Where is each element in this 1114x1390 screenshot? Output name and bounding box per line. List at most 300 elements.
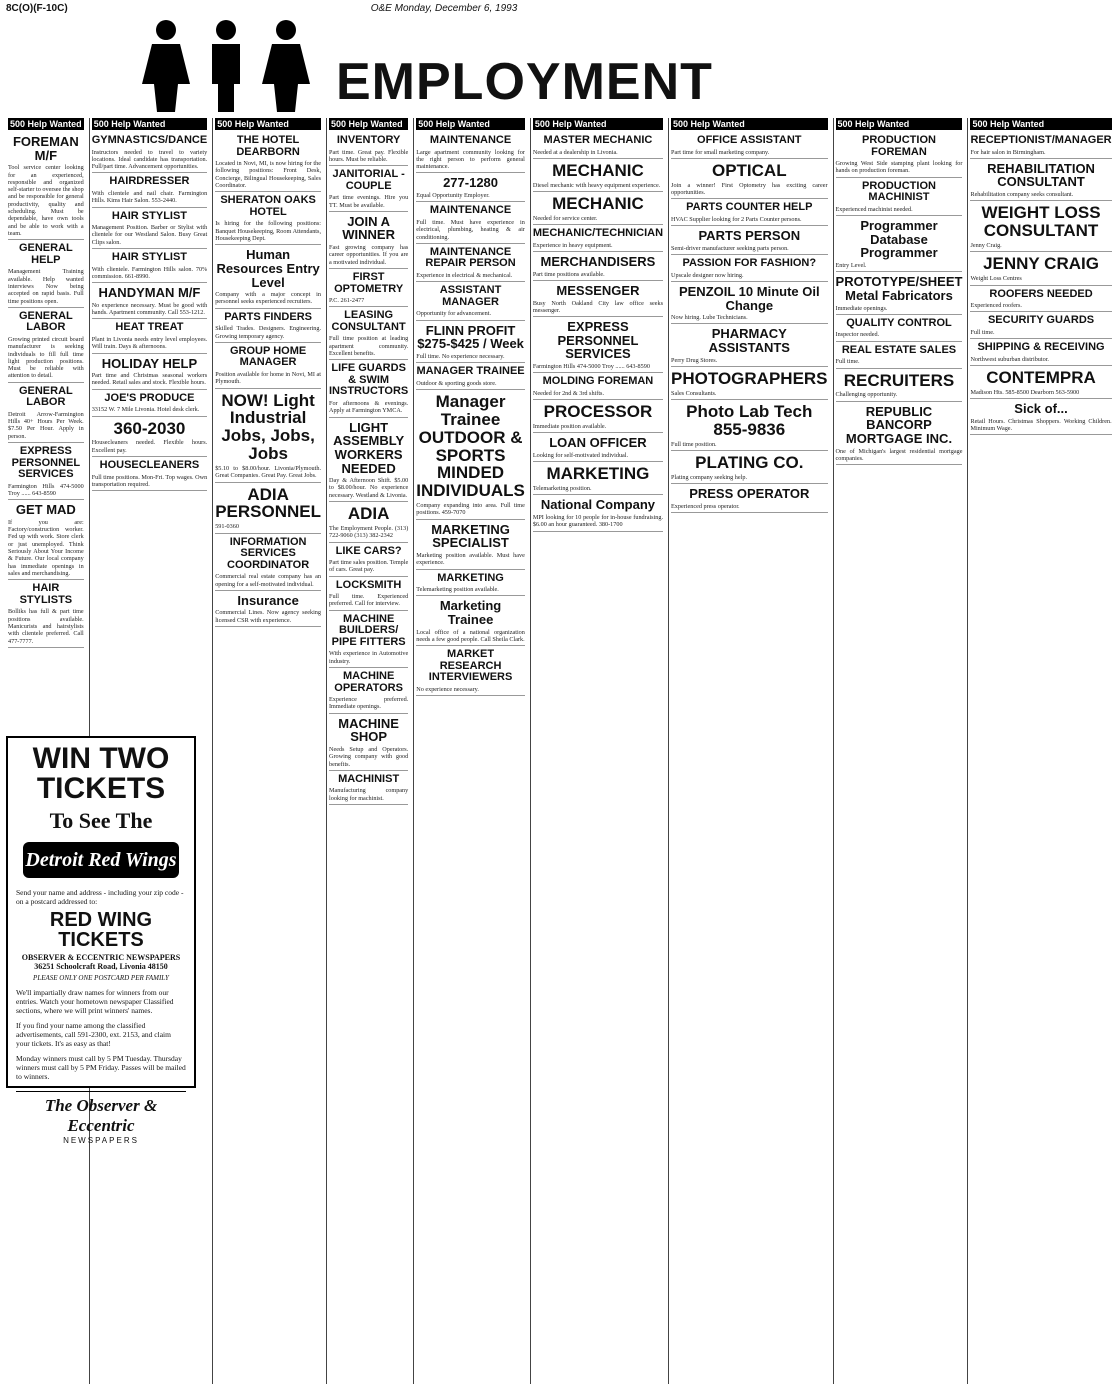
ad-headline: National Company — [540, 497, 655, 513]
ad-headline: MARKETING — [437, 571, 504, 584]
ad-body-text: Sales Consultants. — [671, 389, 717, 397]
classified-ad — [329, 212, 408, 269]
ad-body-text: 33152 W. 7 Mile Livonia. Hotel desk clerk. — [91, 406, 200, 414]
ad-body-text: Part time. Great pay. Flexible hours. Must be reliable. — [329, 148, 409, 163]
ad-headline: LIGHT ASSEMBLY WORKERS NEEDED — [333, 419, 405, 476]
classified-ad — [215, 343, 321, 389]
column-heading: 500 Help Wanted — [10, 119, 82, 129]
ad-headline: NOW! Light Industrial Jobs, Jobs, Jobs — [221, 390, 315, 464]
red-wings-logo-icon — [21, 838, 181, 882]
classified-ad — [416, 363, 525, 390]
classified-ad — [533, 400, 663, 433]
classified-ad — [92, 319, 208, 353]
ad-body-text: Manufacturing company looking for machinist. — [329, 787, 409, 802]
ad-body-text: Experienced roofers. — [970, 302, 1022, 310]
ad-body-text: Management Training available. Help wanted interviews Now being accepted on rapid basis. Full time positions open. — [8, 268, 84, 305]
classified-ad — [329, 611, 408, 668]
ad-headline: MANAGER TRAINEE — [416, 365, 525, 378]
ad-headline: HOUSECLEANERS — [99, 459, 200, 472]
classified-ad — [329, 714, 408, 771]
ad-headline: ROOFERS NEEDED — [989, 287, 1093, 300]
ad-body-text: Jenny Craig. — [970, 242, 1002, 250]
ad-body-text: Part time evenings. Hire you TT. Must be available. — [329, 194, 409, 209]
classified-ad — [533, 159, 663, 192]
column-7 — [668, 118, 830, 1384]
classified-ad — [836, 369, 963, 402]
classified-ad — [92, 417, 208, 457]
promo-rule-4: Monday winners must call by 5 PM Tuesday. Thursday winners must call by 5 PM Friday. Passes will be mailed to winners. — [16, 1054, 186, 1081]
ad-headline: JOIN A WINNER — [342, 213, 395, 243]
ad-headline: PENZOIL 10 Minute Oil Change — [678, 283, 820, 313]
classified-ad — [836, 178, 963, 216]
ad-body-text: One of Michigan's largest residential mortgage companies. — [835, 447, 963, 462]
ad-body-text: Immediate openings. — [835, 304, 888, 312]
ad-body-text: Part time positions available. — [532, 270, 605, 278]
classified-ad — [329, 269, 408, 307]
column-heading: 500 Help Wanted — [671, 118, 828, 130]
classified-ad — [416, 321, 525, 364]
ad-headline: HAIR STYLISTS — [19, 582, 73, 606]
section-banner — [6, 16, 882, 114]
ad-body-text: Farmington Hills 474-5000 Troy ...... 643-8590 — [532, 363, 650, 371]
ad-body-text: Needed for service center. — [532, 214, 598, 222]
classified-ad — [92, 132, 208, 173]
ad-headline: MAINTENANCE — [429, 204, 512, 217]
classified-ad — [92, 208, 208, 249]
ad-headline: GENERAL HELP — [18, 242, 73, 266]
ad-headline: MECHANIC/TECHNICIAN — [532, 227, 664, 240]
column-heading: 500 Help Wanted — [416, 118, 525, 130]
classified-ad — [836, 216, 963, 272]
classified-ad — [215, 245, 321, 309]
ad-body-text: Bolliks has full & part time positions available. Manicurists and hairstylists with clientele preferred. Call 477-7777. — [8, 608, 84, 645]
classified-ad — [533, 373, 663, 400]
ad-body-text: With clientele. Farmington Hills salon. 70% commission. 661-8990. — [91, 265, 208, 280]
ad-headline: MECHANIC — [552, 160, 644, 180]
classified-ad — [533, 495, 663, 531]
ad-body-text: Plant in Livonia needs entry level employees. Will train. Days & afternoons. — [91, 335, 208, 351]
classified-ad — [533, 317, 663, 373]
column-heading: 500 Help Wanted — [836, 118, 963, 130]
classified-ad — [533, 192, 663, 225]
classified-ad — [671, 199, 828, 226]
ad-headline: OFFICE ASSISTANT — [697, 134, 802, 146]
ad-headline: SHERATON OAKS HOTEL — [220, 194, 316, 218]
ad-body-text: Semi-driver manufacturer seeking parts person. — [671, 244, 789, 252]
newspaper-label: NEWSPAPERS — [63, 1136, 139, 1145]
classified-ad — [533, 281, 663, 317]
ad-headline: HANDYMAN M/F — [98, 285, 201, 301]
ad-headline: PRODUCTION MACHINIST — [862, 179, 936, 204]
classified-ad — [215, 483, 321, 534]
classified-ad — [836, 315, 963, 342]
column-6 — [530, 118, 665, 1384]
ad-headline: MERCHANDISERS — [540, 253, 656, 269]
classified-ad — [836, 132, 963, 178]
ad-body-text: Skilled Trades. Designers. Engineering. Growing temporary agency. — [215, 325, 321, 340]
ad-headline: MASTER MECHANIC — [543, 134, 653, 146]
classified-ad — [671, 282, 828, 325]
classified-ad — [533, 433, 663, 462]
ad-headline: MACHINE BUILDERS/ PIPE FITTERS — [331, 612, 406, 648]
ad-body-text: Growing West Side stamping plant looking for hands on production foreman. — [835, 160, 963, 175]
classified-ad — [215, 591, 321, 627]
banner-title: EMPLOYMENT — [336, 53, 713, 111]
promo-rule-2: We'll impartially draw names for winners from our entries. Watch your hometown newspaper Classified sections, where we will print winners' names. — [16, 988, 174, 1015]
ad-body-text: Opportunity for advancement. — [416, 310, 491, 318]
classified-ad — [970, 201, 1111, 252]
ad-body-text: Growing printed circuit board manufacturer is seeking individuals to fill full time light production positions. Must be reliable with attention to detail. — [8, 335, 84, 380]
promo-note: PLEASE ONLY ONE POSTCARD PER FAMILY — [33, 974, 169, 982]
classified-ad — [329, 668, 408, 714]
ad-headline: PRESS OPERATOR — [689, 486, 810, 502]
ad-body-text: Part time for small marketing company. — [671, 148, 770, 156]
classified-ad — [8, 240, 84, 308]
ad-body-text: Farmington Hills 474-5000 Troy ...... 643-8590 — [8, 482, 84, 497]
ad-headline: MOLDING FOREMAN — [542, 375, 654, 388]
ad-body-text: Instructors needed to travel to variety locations. Ideal candidate has transportation. Full/part time. Advancement opportunities. — [91, 148, 208, 171]
ad-body-text: Housecleaners needed. Flexible hours. Excellent pay. — [91, 439, 208, 454]
ad-headline: MACHINE OPERATORS — [334, 670, 403, 694]
classified-ad — [8, 132, 84, 240]
ad-headline: RECRUITERS — [843, 370, 955, 390]
classified-ad — [215, 389, 321, 483]
column-heading: 500 Help Wanted — [329, 118, 408, 130]
classified-ad — [329, 502, 408, 542]
classified-ad — [970, 132, 1111, 159]
ad-headline: HEAT TREAT — [115, 321, 184, 334]
column-heading: 500 Help Wanted — [533, 118, 663, 130]
ad-headline: GET MAD — [15, 502, 76, 518]
ad-body-text: Entry Level. — [835, 262, 867, 269]
ad-body-text: Now hiring. Lube Technicians. — [671, 314, 748, 322]
ad-headline: JANITORIAL - COUPLE — [332, 168, 405, 192]
ad-headline: WEIGHT LOSS CONSULTANT — [981, 203, 1101, 241]
ad-headline: QUALITY CONTROL — [846, 316, 952, 329]
ad-headline: MECHANIC — [552, 193, 644, 213]
ad-headline: FOREMAN M/F — [12, 134, 79, 163]
ad-body-text: Experience in electrical & mechanical. — [416, 271, 513, 279]
ad-body-text: Full time. Must have experience in electrical, plumbing, heating & air conditioning. — [416, 218, 525, 241]
ad-body-text: Full time. — [970, 328, 995, 336]
ad-headline: LOCKSMITH — [335, 578, 402, 591]
classified-ad — [416, 596, 525, 646]
ad-body-text: Telemarketing position. — [532, 485, 592, 493]
ad-body-text: Full time position at leading apartment community. Excellent benefits. — [329, 335, 409, 358]
ad-headline: 360-2030 — [113, 418, 186, 438]
ad-headline: LIFE GUARDS & SWIM INSTRUCTORS — [329, 362, 409, 398]
ad-headline: PHOTOGRAPHERS — [671, 369, 828, 389]
ad-headline: Human Resources Entry Level — [216, 247, 320, 290]
classified-ad — [533, 462, 663, 495]
ad-headline: EXPRESS PERSONNEL SERVICES — [11, 444, 81, 481]
figures-illustration-icon — [126, 16, 326, 114]
classified-ad — [416, 282, 525, 320]
promo-rule-3: If you find your name among the classified advertisements, call 591-2300, ext. 2153, and claim your tickets. It's as easy as that! — [16, 1021, 171, 1048]
classified-ad — [92, 249, 208, 283]
classified-ad — [970, 252, 1111, 285]
ad-headline: LIKE CARS? — [335, 544, 402, 557]
classified-ad — [671, 367, 828, 400]
ad-headline: 277-1280 — [443, 175, 499, 191]
ad-body-text: Tool service center looking for an experienced, responsible and organized self-starter to oversee the shop and be responsible for general productivity, quality and scheduling. Must be dependable, have own tools and be able to work with a team. — [8, 164, 84, 237]
ad-headline: EXPRESS PERSONNEL SERVICES — [557, 319, 639, 362]
classified-ad — [329, 577, 408, 611]
ad-headline: MAINTENANCE REPAIR PERSON — [425, 245, 516, 270]
column-4 — [326, 118, 410, 1384]
classified-ad — [671, 226, 828, 255]
ad-headline: LEASING CONSULTANT — [331, 309, 406, 333]
classified-ad — [329, 132, 408, 166]
ad-body-text: Commercial Lines. Now agency seeking licensed CSR with experience. — [215, 609, 321, 624]
ad-body-text: Rehabilitation company seeks consultant. — [970, 191, 1074, 199]
classified-ad — [970, 339, 1111, 366]
classified-ad — [671, 132, 828, 159]
ad-body-text: No experience necessary. Must be good with hands. Apartment community. Call 553-1212. — [91, 301, 208, 317]
classified-ad — [92, 173, 208, 207]
classified-ad — [533, 252, 663, 281]
promo-team-name: Detroit Red Wings — [25, 849, 177, 871]
ad-body-text: Experience in heavy equipment. — [532, 241, 613, 249]
ad-body-text: Full time. — [835, 358, 860, 366]
promo-headline: WIN TWO TICKETS — [32, 742, 170, 805]
ad-headline: Photo Lab Tech 855-9836 — [686, 402, 813, 440]
ad-headline: MARKET RESEARCH INTERVIEWERS — [428, 648, 513, 684]
classified-ad — [416, 390, 525, 520]
promo-rule-1: Send your name and address - including your zip code - on a postcard addressed to: — [16, 888, 184, 906]
ad-body-text: Is hiring for the following positions: Banquet Housekeeping, Room Attendants, Housekeeping Dept. — [215, 220, 321, 242]
ad-headline: GROUP HOME MANAGER — [230, 344, 307, 369]
ad-body-text: Busy North Oakland City law office seeks messenger. — [532, 299, 664, 314]
ad-headline: PROTOTYPE/SHEET Metal Fabricators — [835, 274, 963, 303]
ad-headline: Marketing Trainee — [439, 598, 502, 628]
classified-ad — [533, 225, 663, 252]
ad-body-text: Weight Loss Centres — [970, 275, 1022, 283]
ad-headline: Insurance — [237, 592, 299, 608]
ad-headline: HAIR STYLIST — [111, 209, 188, 222]
classified-ad — [671, 159, 828, 199]
column-1 — [6, 118, 86, 730]
ad-headline: PARTS PERSON — [698, 228, 801, 244]
ad-headline: PARTS COUNTER HELP — [686, 201, 813, 214]
page-folio — [6, 3, 882, 17]
ad-headline: PROCESSOR — [543, 402, 653, 422]
classified-ad — [416, 202, 525, 243]
ad-body-text: Full time. No experience necessary. — [416, 352, 505, 360]
ad-headline: OPTICAL — [711, 160, 787, 180]
ad-body-text: P.C. 261-2477 — [329, 297, 365, 305]
classified-ad — [671, 324, 828, 367]
ad-headline: MARKETING — [546, 464, 650, 484]
ad-body-text: Experienced press operator. — [671, 502, 740, 510]
ad-headline: THE HOTEL DEARBORN — [236, 134, 300, 158]
ad-body-text: Large apartment community looking for the right person to perform general maintenance. — [416, 148, 525, 171]
ad-body-text: Located in Novi, MI, is now hiring for the following positions: Front Desk, Concierge, Bilingual Housekeeping, Sales Coordinator. — [215, 160, 321, 189]
ad-body-text: No experience necessary. — [416, 685, 479, 693]
promo-subhead: To See The — [49, 808, 153, 833]
ad-headline: INVENTORY — [336, 134, 401, 146]
classified-ad — [970, 286, 1111, 313]
ad-body-text: If you are: Factory/construction worker. Fed up with work. Store clerk or just unemployed. Think Seriously About Your Income & Future. Our local company has immediate openings in sales and merchandising. — [8, 518, 84, 577]
ad-body-text: Telemarketing position available. — [416, 586, 499, 594]
classified-ad — [416, 570, 525, 597]
ad-body-text: For hair salon in Birmingham. — [970, 148, 1046, 156]
classified-ad — [329, 543, 408, 577]
ad-body-text: Northwest suburban distributor. — [970, 355, 1049, 363]
ad-headline: SECURITY GUARDS — [987, 314, 1095, 327]
classified-ad — [92, 390, 208, 417]
ad-body-text: Part time sales position. Temple of cars. Great pay. — [329, 559, 409, 574]
ad-body-text: Detroit Arrow-Farmington Hills 40+ Hours Per Week. $7.50 Per Hour. Apply in person. — [8, 410, 84, 440]
ad-headline: ADIA — [347, 504, 390, 524]
classified-ad — [215, 309, 321, 343]
classified-ad — [416, 132, 525, 173]
ad-body-text: Part time and Christmas seasonal workers needed. Retail sales and stock. Flexible hours. — [91, 372, 208, 387]
ad-headline: FLINN PROFIT $275-$425 / Week — [417, 322, 524, 352]
ad-headline: MESSENGER — [556, 282, 640, 298]
ad-body-text: With experience in Automotive industry. — [329, 650, 409, 665]
ad-headline: HAIR STYLIST — [111, 251, 188, 264]
classified-ad — [836, 272, 963, 315]
column-heading: 500 Help Wanted — [970, 118, 1111, 130]
ad-headline: GENERAL LABOR — [18, 384, 73, 409]
classified-ad — [836, 342, 963, 369]
ad-body-text: Upscale designer now hiring. — [671, 271, 744, 279]
ad-body-text: Perry Drug Stores. — [671, 356, 718, 364]
ad-body-text: Company expanding into area. Full time positions. 459-7070 — [416, 502, 525, 517]
ad-body-text: For afternoons & evenings. Apply at Farmington YMCA. — [329, 400, 409, 415]
ad-body-text: Retail Hours. Christmas Shoppers. Working Children. Minimum Wage. — [970, 417, 1112, 433]
classified-ad — [970, 399, 1111, 435]
ad-headline: LOAN OFFICER — [549, 435, 647, 451]
ad-body-text: Looking for self-motivated individual. — [532, 451, 629, 459]
ad-body-text: Needed for 2nd & 3rd shifts. — [532, 389, 605, 397]
ad-headline: FIRST OPTOMETRY — [334, 271, 404, 295]
ad-body-text: Outdoor & sporting goods store. — [416, 379, 497, 387]
classified-ad — [416, 520, 525, 570]
ad-headline: PASSION FOR FASHION? — [682, 257, 817, 270]
classified-ad — [671, 255, 828, 282]
classified-ad — [970, 159, 1111, 202]
classified-ad — [8, 383, 84, 443]
classified-ad — [215, 132, 321, 192]
classified-ad — [8, 500, 84, 580]
ad-headline: ASSISTANT MANAGER — [439, 284, 502, 308]
ad-headline: GENERAL LABOR — [18, 309, 73, 334]
ad-body-text: With clientele and nail chair. Farmington Hills. Kims Hair Salon. 553-2440. — [91, 189, 208, 205]
ad-body-text: 591-0360 — [215, 523, 239, 531]
ad-headline: GYMNASTICS/DANCE — [91, 134, 208, 146]
section-code: 8C(O)(F-10C) — [6, 3, 68, 14]
promo-address: OBSERVER & ECCENTRIC NEWSPAPERS 36251 Schoolcraft Road, Livonia 48150 — [21, 953, 181, 971]
classified-ad — [671, 451, 828, 484]
classified-ad — [8, 580, 84, 648]
ad-headline: Manager Trainee OUTDOOR & SPORTS MINDED INDIVIDUALS — [416, 392, 525, 501]
ad-body-text: Diesel mechanic with heavy equipment experience. — [532, 181, 661, 189]
ad-body-text: Commercial real estate company has an opening for a self-motivated individual. — [215, 573, 321, 588]
red-wings-promo — [6, 736, 196, 1145]
ad-body-text: Experience preferred. Immediate openings. — [329, 696, 409, 711]
classified-ad — [329, 418, 408, 502]
ad-headline: ADIA PERSONNEL — [215, 484, 321, 522]
classified-ad — [92, 283, 208, 319]
classified-ad — [8, 443, 84, 500]
ad-headline: MACHINIST — [338, 772, 400, 785]
classified-ad — [970, 312, 1111, 339]
ad-headline: MAINTENANCE — [429, 134, 512, 146]
ad-headline: MACHINE SHOP — [338, 715, 399, 745]
classified-ad — [92, 457, 208, 491]
classified-ad — [671, 484, 828, 513]
ad-body-text: Day & Afternoon Shift. $5.00 to $8.00/hour. No experience necessary. Westland & Livonia. — [329, 477, 409, 499]
promo-tickets: RED WING TICKETS — [49, 909, 153, 951]
classified-ad — [533, 132, 663, 159]
ad-headline: JOE'S PRODUCE — [104, 391, 195, 404]
classified-ad — [215, 192, 321, 245]
ad-headline: RECEPTIONIST/MANAGER — [970, 134, 1112, 146]
ad-headline: JENNY CRAIG — [983, 254, 1099, 274]
ad-body-text: HVAC Supplier looking for 2 Parts Counter persons. — [671, 215, 802, 223]
classified-ad — [671, 400, 828, 451]
ad-headline: SHIPPING & RECEIVING — [977, 341, 1105, 354]
column-3 — [212, 118, 323, 1384]
ad-body-text: Local office of a national organization needs a few good people. Call Sheila Clark. — [416, 628, 525, 643]
classified-ad — [970, 366, 1111, 399]
ad-body-text: Needed at a dealership in Livonia. — [532, 148, 618, 156]
ad-headline: REHABILITATION CONSULTANT — [987, 160, 1095, 190]
ad-headline: PRODUCTION FOREMAN — [862, 134, 936, 158]
ad-headline: PHARMACY ASSISTANTS — [708, 326, 790, 356]
ad-body-text: Marketing position available. Must have experience. — [416, 551, 525, 567]
ad-headline: REPUBLIC BANCORP MORTGAGE INC. — [845, 403, 953, 446]
ad-body-text: Fast growing company has career opportunities. If you are a motivated individual. — [329, 244, 409, 266]
ad-headline: Sick of... — [1014, 401, 1068, 417]
classified-ad — [329, 360, 408, 417]
ad-headline: HAIRDRESSER — [109, 175, 190, 188]
ad-headline: PLATING CO. — [695, 453, 804, 473]
ad-body-text: Full time position. — [671, 440, 717, 448]
ad-body-text: Plating company seeking help. — [671, 474, 747, 482]
column-5 — [413, 118, 527, 1384]
ad-body-text: Full time positions. Mon-Fri. Top wages. Own transportation required. — [91, 473, 208, 488]
dateline: O&E Monday, December 6, 1993 — [370, 3, 518, 14]
ad-headline: HOLIDAY HELP — [101, 355, 198, 371]
classified-ad — [215, 534, 321, 591]
ad-body-text: Position available for home in Novi, MI at Plymouth. — [215, 371, 321, 386]
ad-body-text: Experienced machinist needed. — [835, 205, 913, 213]
classified-ad — [416, 244, 525, 282]
classified-ad — [416, 173, 525, 202]
ad-headline: Programmer Database Programmer — [860, 218, 938, 261]
ad-body-text: The Employment People. (313) 722-9060 (313) 382-2342 — [329, 524, 409, 540]
classified-ad — [329, 307, 408, 360]
ad-headline: INFORMATION SERVICES COORDINATOR — [227, 535, 310, 571]
ad-body-text: Madison Hts. 585-8500 Dearborn 563-5900 — [970, 388, 1080, 396]
column-heading: 500 Help Wanted — [215, 118, 321, 130]
column-8 — [833, 118, 965, 1384]
ad-headline: PARTS FINDERS — [224, 310, 312, 323]
ad-body-text: Full time. Experienced preferred. Call for interview. — [329, 593, 409, 608]
classified-ad — [836, 402, 963, 466]
ad-body-text: MPI looking for 10 people for in-house fundraising. $6.00 an hour guaranteed. 380-1700 — [532, 514, 664, 529]
newspaper-masthead: The Observer & Eccentric — [16, 1091, 186, 1136]
classified-ad — [92, 354, 208, 390]
ad-headline: CONTEMPRA — [986, 368, 1096, 388]
column-heading: 500 Help Wanted — [92, 118, 208, 130]
classified-ad — [329, 771, 408, 805]
classified-ad — [329, 166, 408, 212]
ad-body-text: Management Position. Barber or Stylist with clientele for our Westland Salon. Busy Great Clips salon. — [91, 224, 208, 246]
